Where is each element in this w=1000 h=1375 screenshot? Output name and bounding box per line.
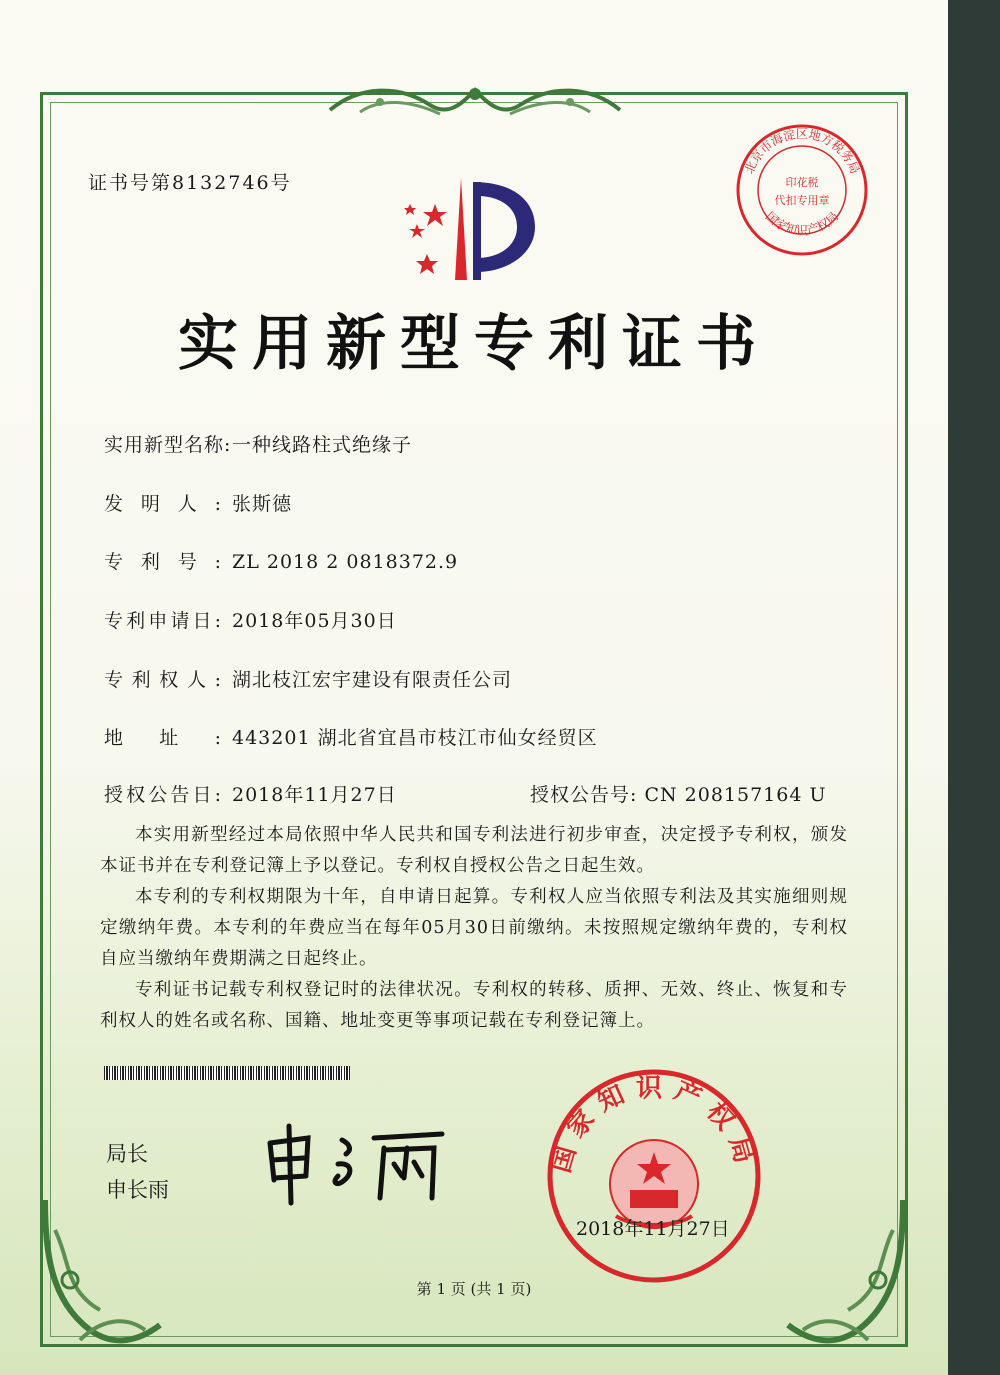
field-grant-pub-no	[530, 780, 827, 807]
paragraph: 专利证书记载专利权登记时的法律状况。专利权的转移、质押、无效、终止、恢复和专利权人的姓名或名称、国籍、地址变更等事项记载在专利登记簿上。	[100, 980, 848, 1031]
certificate-number: 证书号第8132746号	[88, 172, 292, 194]
field-value: 2018年05月30日	[232, 610, 397, 632]
field-label: 授权公告号:	[530, 784, 638, 806]
seal-text: 国家知识产权局	[546, 1073, 762, 1177]
field-inventor	[104, 489, 292, 516]
field-name	[104, 430, 412, 457]
field-label: 专利权人:	[104, 669, 222, 691]
field-filing-date	[104, 606, 397, 633]
legal-text	[100, 820, 848, 1037]
field-label: 地址:	[104, 727, 222, 749]
page-footer: 第 1 页 (共 1 页)	[416, 1280, 532, 1298]
barcode	[104, 1066, 350, 1080]
svg-text:国家知识产权局	[763, 209, 841, 237]
field-value: ZL 2018 2 0818372.9	[232, 551, 459, 573]
director-name: 申长雨	[106, 1178, 169, 1202]
inner-border	[50, 102, 898, 1337]
tax-stamp-center-1: 印花税	[785, 176, 819, 189]
bottom-right-ornament	[778, 1190, 918, 1360]
field-grant-date	[104, 780, 397, 807]
tax-stamp-bottom-text: 国家知识产权局	[762, 209, 842, 238]
paragraph: 本专利的专利权期限为十年，自申请日起算。专利权人应当依照专利法及其实施细则规定缴纳年费。本专利的年费应当在每年05月30日前缴纳。未按照规定缴纳年费的，专利权自应当缴纳年费期满之日起终止。	[100, 887, 848, 969]
tax-stamp-ring-text: 北京市海淀区地方税务局	[741, 127, 863, 176]
field-value: 2018年11月27日	[232, 784, 397, 806]
svg-text:北京市海淀区地方税务局	[742, 126, 862, 176]
director-signature	[262, 1118, 472, 1208]
paragraph: 本实用新型经过本局依照中华人民共和国专利法进行初步审查，决定授予专利权，颁发本证书并在专利登记簿上予以登记。专利权自授权公告之日起生效。	[100, 825, 848, 876]
director-title: 局长	[106, 1142, 148, 1166]
field-label: 授权公告日:	[104, 784, 222, 806]
field-value: CN 208157164 U	[644, 784, 827, 806]
top-ornament	[320, 80, 630, 130]
patent-office-logo	[395, 172, 545, 282]
field-label: 专利号:	[104, 551, 222, 573]
field-label: 发明人:	[104, 493, 222, 515]
field-value: 张斯德	[232, 493, 293, 515]
field-value: 湖北枝江宏宇建设有限责任公司	[232, 669, 513, 691]
field-label: 专利申请日:	[104, 610, 222, 632]
field-patentee	[104, 665, 512, 692]
field-patent-number	[104, 547, 458, 574]
official-seal	[544, 1066, 764, 1286]
director-block	[106, 1136, 169, 1208]
field-address	[104, 723, 598, 750]
seal-date: 2018年11月27日	[576, 1218, 730, 1240]
certificate-title: 实用新型专利证书	[178, 309, 770, 379]
field-value: 一种线路柱式绝缘子	[232, 434, 413, 456]
tax-stamp-center-2: 代扣专用章	[774, 194, 830, 207]
tax-stamp	[732, 120, 872, 260]
bottom-left-ornament	[30, 1190, 170, 1360]
field-value: 443201 湖北省宜昌市枝江市仙女经贸区	[232, 727, 598, 749]
field-label: 实用新型名称:	[104, 434, 232, 456]
